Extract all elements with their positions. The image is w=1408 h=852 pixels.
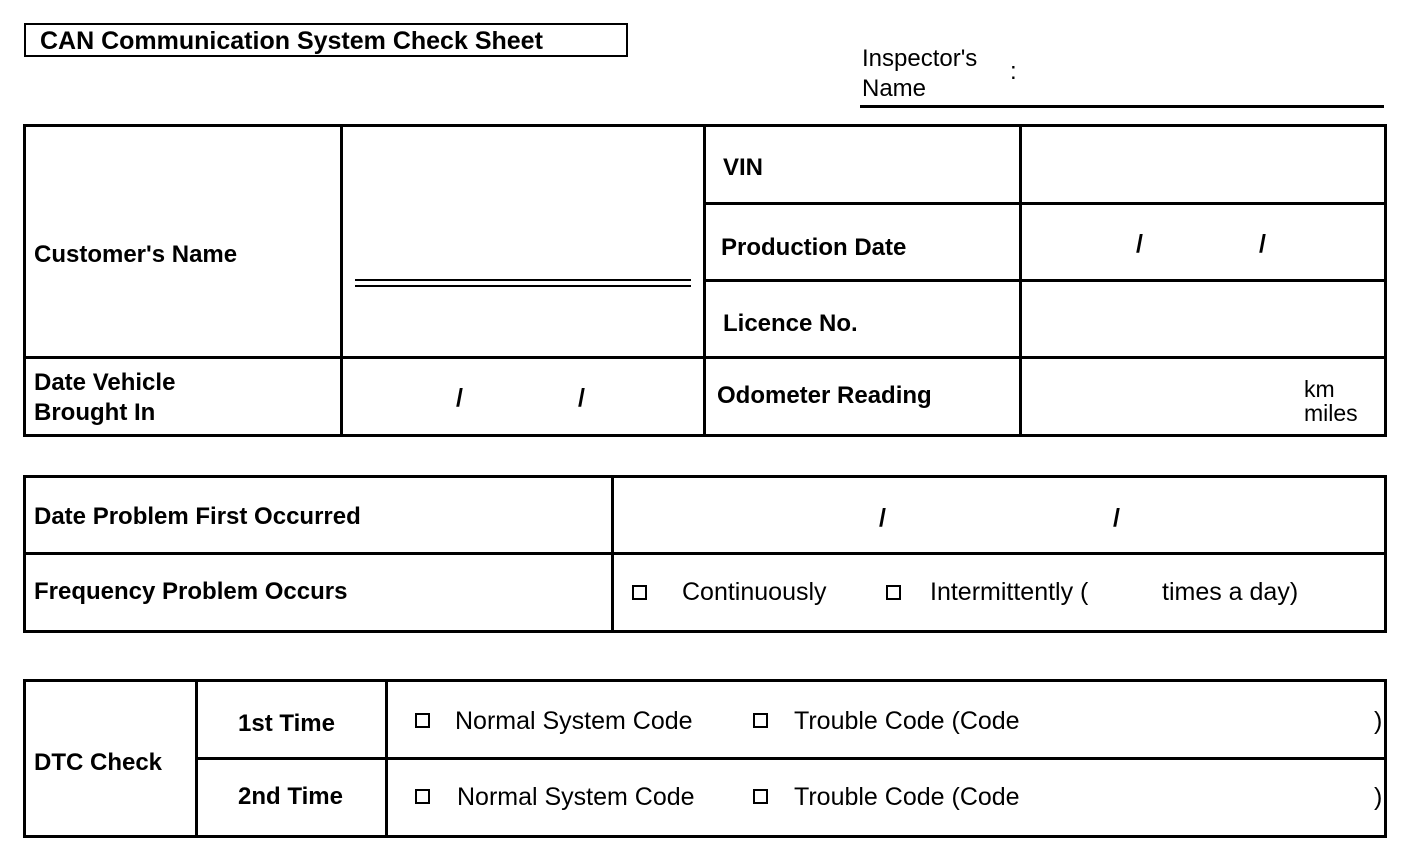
dtc-1st-normal-option: Normal System Code <box>455 707 693 735</box>
dtc-2nd-trouble-option: Trouble Code (Code <box>794 783 1020 811</box>
dtc-1st-normal-checkbox[interactable] <box>415 713 430 728</box>
dtc-1st-trouble-checkbox[interactable] <box>753 713 768 728</box>
dtc-1st-trouble-option: Trouble Code (Code <box>794 707 1020 735</box>
intermittently-checkbox[interactable] <box>886 585 901 600</box>
continuously-checkbox[interactable] <box>632 585 647 600</box>
divider <box>195 757 1387 760</box>
dtc-2nd-time-label: 2nd Time <box>238 783 343 810</box>
divider <box>703 202 1387 205</box>
date-problem-separator: / <box>879 504 886 532</box>
inspector-colon: : <box>1010 58 1017 85</box>
dtc-2nd-trouble-checkbox[interactable] <box>753 789 768 804</box>
date-brought-in-label-line2: Brought In <box>34 399 156 426</box>
divider <box>703 279 1387 282</box>
date-brought-in-separator: / <box>456 384 463 412</box>
date-problem-first-occurred-label: Date Problem First Occurred <box>34 503 361 530</box>
production-date-separator: / <box>1259 230 1266 258</box>
inspector-name-field[interactable] <box>860 105 1384 108</box>
times-a-day-suffix: times a day) <box>1162 578 1299 606</box>
inspector-name-label <box>862 44 977 104</box>
odometer-unit-miles: miles <box>1304 400 1358 426</box>
dtc-2nd-normal-checkbox[interactable] <box>415 789 430 804</box>
vin-field[interactable] <box>1024 129 1382 201</box>
dtc-1st-time-label: 1st Time <box>238 710 335 737</box>
dtc-2nd-close-paren: ) <box>1374 783 1383 811</box>
continuously-option: Continuously <box>682 578 827 606</box>
vin-label: VIN <box>723 154 764 181</box>
licence-number-field[interactable] <box>1024 284 1382 354</box>
customer-name-label: Customer's Name <box>34 241 238 268</box>
date-brought-in-label-line1: Date Vehicle <box>34 369 176 396</box>
dtc-check-label: DTC Check <box>34 749 163 776</box>
production-date-separator: / <box>1136 230 1143 258</box>
frequency-label: Frequency Problem Occurs <box>34 578 348 605</box>
dtc-2nd-normal-option: Normal System Code <box>457 783 695 811</box>
divider <box>23 552 1387 555</box>
sheet-title-box <box>24 23 628 57</box>
inspector-label-line2: Name <box>862 75 927 102</box>
customer-name-field[interactable] <box>355 279 691 281</box>
odometer-unit-km: km <box>1304 376 1335 402</box>
licence-number-label: Licence No. <box>723 310 858 337</box>
production-date-label: Production Date <box>721 234 907 261</box>
dtc-1st-close-paren: ) <box>1374 707 1383 735</box>
intermittently-option: Intermittently ( <box>930 578 1089 606</box>
inspector-label-line1: Inspector's <box>862 45 978 72</box>
divider <box>23 356 1387 359</box>
odometer-label: Odometer Reading <box>717 382 932 409</box>
divider <box>340 124 343 437</box>
sheet-title: CAN Communication System Check Sheet <box>40 27 543 55</box>
customer-name-field-underline <box>355 285 691 287</box>
date-brought-in-separator: / <box>578 384 585 412</box>
date-problem-separator: / <box>1113 504 1120 532</box>
date-brought-in-label <box>34 368 175 428</box>
